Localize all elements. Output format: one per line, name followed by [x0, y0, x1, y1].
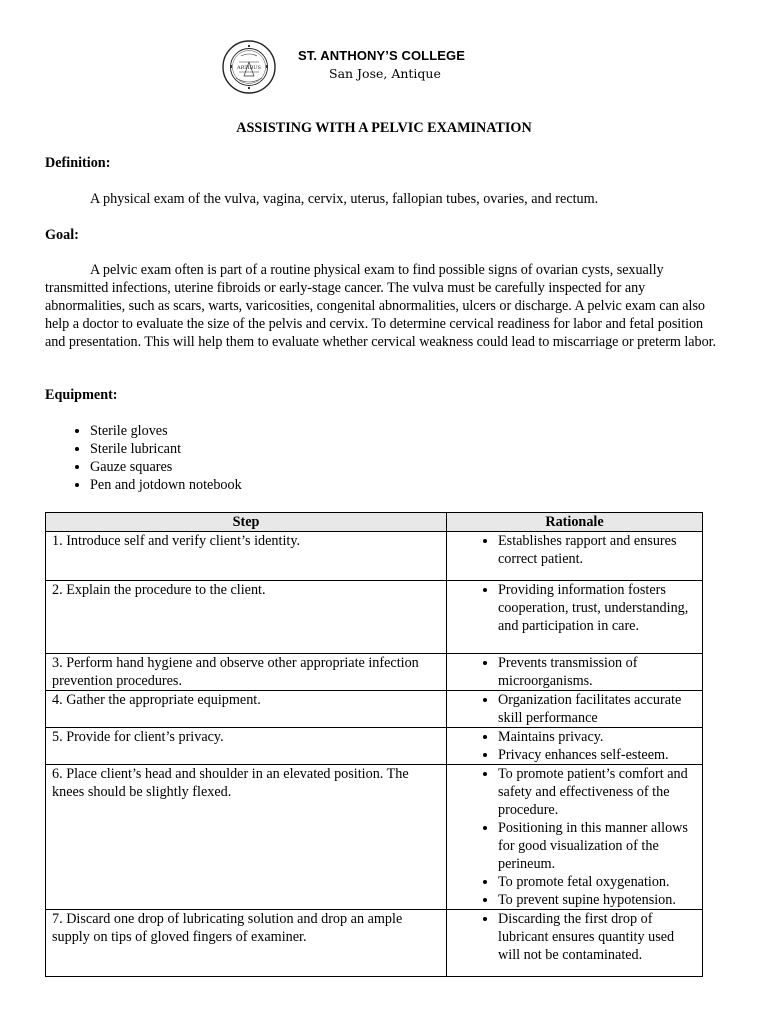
rationale-item: • To promote fetal oxygenation. [498, 873, 696, 891]
rationale-cell [447, 691, 703, 728]
rationale-cell [447, 910, 703, 977]
table-row [46, 765, 703, 910]
table-header-row [46, 513, 703, 532]
college-header [222, 40, 522, 96]
goal-heading: Goal: [45, 227, 79, 243]
equipment-heading: Equipment: [45, 387, 118, 403]
seal-center-text: ARTIBUS [237, 65, 261, 71]
equipment-item: • Sterile gloves [90, 422, 242, 440]
table-row [46, 654, 703, 691]
rationale-item: • Discarding the first drop of lubricant ensures quantity used will not be contaminated. [498, 910, 696, 964]
rationale-cell [447, 532, 703, 581]
equipment-list [65, 422, 242, 494]
college-name: ST. ANTHONY’S COLLEGE [298, 48, 466, 63]
college-seal-logo [222, 40, 276, 94]
equipment-item: • Pen and jotdown notebook [90, 476, 242, 494]
college-location: San Jose, Antique [329, 66, 441, 81]
rationale-column-header: Rationale [447, 513, 703, 532]
table-row [46, 581, 703, 654]
rationale-item: • Providing information fosters cooperation, trust, understanding, and participation in care. [498, 581, 696, 635]
step-cell: 3. Perform hand hygiene and observe other appropriate infection prevention procedures. [46, 654, 447, 691]
table-row [46, 532, 703, 581]
rationale-item: • Positioning in this manner allows for good visualization of the perineum. [498, 819, 696, 873]
rationale-item: • Prevents transmission of microorganisms. [498, 654, 696, 690]
definition-heading: Definition: [45, 155, 111, 171]
step-cell: 6. Place client’s head and shoulder in an elevated position. The knees should be slightly flexed. [46, 765, 447, 910]
table-row [46, 910, 703, 977]
rationale-item: • To promote patient’s comfort and safety and effectiveness of the procedure. [498, 765, 696, 819]
goal-text: A pelvic exam often is part of a routine physical exam to find possible signs of ovarian cysts, sexually transmitted infections, uterine fibroids or early-stage cancer. The vulva must be carefully inspected for any abnormalities, such as scars, warts, varicosities, congenital abnormalities, ulcers or discharge. A pelvic exam can also help a doctor to evaluate the size of the pelvis and cervix. To determine cervical readiness for labor and fetal position and presentation. This will help them to evaluate whether cervical weakness could lead to miscarriage or preterm labor. [45, 262, 716, 350]
rationale-item: • Establishes rapport and ensures correct patient. [498, 532, 696, 568]
rationale-cell [447, 654, 703, 691]
document-title: ASSISTING WITH A PELVIC EXAMINATION [236, 120, 532, 136]
rationale-item: • To prevent supine hypotension. [498, 891, 696, 909]
rationale-cell [447, 728, 703, 765]
rationale-cell [447, 765, 703, 910]
table-row [46, 728, 703, 765]
step-cell: 1. Introduce self and verify client’s identity. [46, 532, 447, 581]
step-cell: 4. Gather the appropriate equipment. [46, 691, 447, 728]
rationale-item: • Maintains privacy. [498, 728, 696, 746]
step-cell: 5. Provide for client’s privacy. [46, 728, 447, 765]
table-row [46, 691, 703, 728]
equipment-item: • Sterile lubricant [90, 440, 242, 458]
step-cell: 2. Explain the procedure to the client. [46, 581, 447, 654]
rationale-item: • Privacy enhances self-esteem. [498, 746, 696, 764]
step-cell: 7. Discard one drop of lubricating solution and drop an ample supply on tips of gloved fingers of examiner. [46, 910, 447, 977]
equipment-item: • Gauze squares [90, 458, 242, 476]
rationale-item: • Organization facilitates accurate skill performance [498, 691, 696, 727]
procedure-table [45, 512, 703, 977]
step-column-header: Step [46, 513, 447, 532]
rationale-cell [447, 581, 703, 654]
definition-text: A physical exam of the vulva, vagina, cervix, uterus, fallopian tubes, ovaries, and rectum. [90, 191, 599, 207]
